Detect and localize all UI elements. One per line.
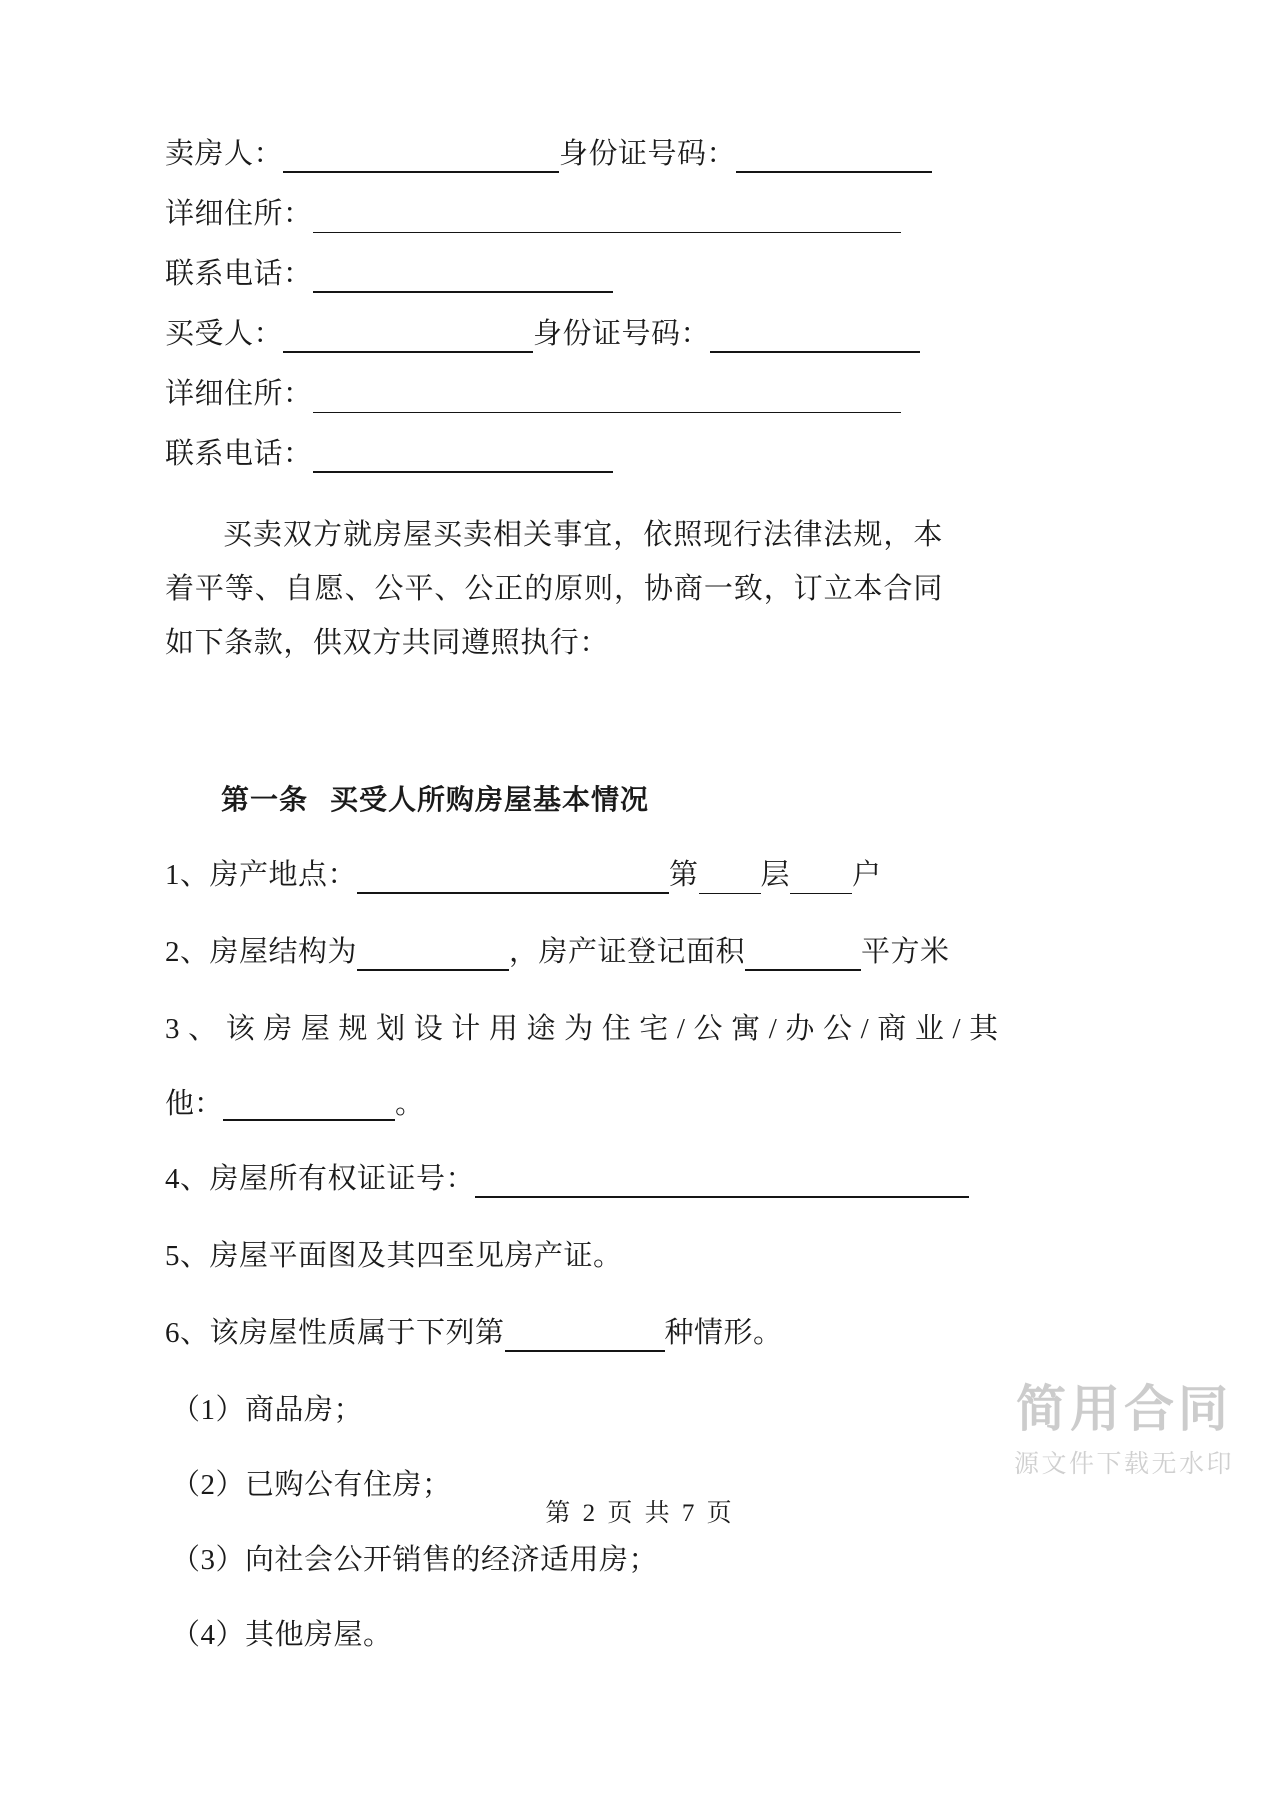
clause-1-unit-blank[interactable] xyxy=(790,863,852,894)
clause-1-address-blank[interactable] xyxy=(357,862,669,894)
seller-id-blank[interactable] xyxy=(736,141,932,173)
seller-id-label: 身份证号码： xyxy=(559,138,737,170)
seller-name-blank[interactable] xyxy=(283,141,559,173)
clause-1-suffix: 户 xyxy=(852,859,882,891)
clause-2-prefix: 2、房屋结构为 xyxy=(165,936,358,968)
document-content xyxy=(165,118,1115,1653)
subitem-4: （4）其他房屋。 xyxy=(171,1619,393,1651)
clause-6-nature xyxy=(165,1310,1115,1353)
clause-2-structure xyxy=(165,929,1115,972)
buyer-phone-label: 联系电话： xyxy=(165,438,313,470)
clause-1-floor-unit: 层 xyxy=(760,859,791,891)
buyer-name-label: 买受人： xyxy=(165,318,284,350)
preamble-paragraph: 买卖双方就房屋买卖相关事宜，依照现行法律法规，本着平等、自愿、公平、公正的原则，协商一致，订立本合同如下条款，供双方共同遵照执行： xyxy=(165,519,943,659)
clause-1-floor-label: 第 xyxy=(669,859,699,891)
seller-phone-blank[interactable] xyxy=(313,261,613,293)
buyer-id-blank[interactable] xyxy=(710,321,920,353)
seller-phone-row xyxy=(165,238,1115,294)
buyer-address-row xyxy=(165,358,1115,414)
clause-4-certificate xyxy=(165,1156,1115,1199)
clause-5-floorplan xyxy=(165,1233,1115,1276)
clause-2-suffix: 平方米 xyxy=(861,936,950,968)
seller-name-row xyxy=(165,118,1115,174)
seller-address-blank[interactable] xyxy=(313,202,901,233)
clause-4-certificate-blank[interactable] xyxy=(475,1166,969,1198)
section-heading xyxy=(221,778,1115,818)
clause-1-location xyxy=(165,852,1115,895)
clause-3-period: 。 xyxy=(395,1088,425,1120)
clause-6-suffix: 种情形。 xyxy=(664,1317,783,1349)
clause-2-structure-blank[interactable] xyxy=(357,939,509,971)
clause-6-kind-blank[interactable] xyxy=(505,1320,665,1352)
clause-4-prefix: 4、房屋所有权证证号： xyxy=(165,1163,476,1195)
seller-phone-label: 联系电话： xyxy=(165,258,313,290)
watermark-brand: 简用合同 xyxy=(1015,1380,1232,1438)
subitem-3: （3）向社会公开销售的经济适用房； xyxy=(171,1544,659,1576)
clause-3-other-blank[interactable] xyxy=(223,1089,395,1121)
page-footer: 第 2 页 共 7 页 xyxy=(545,1500,735,1527)
clause-3-usage-line2 xyxy=(165,1081,1115,1122)
clause-1-floor-blank[interactable] xyxy=(699,863,761,894)
seller-address-label: 详细住所： xyxy=(165,198,313,230)
buyer-address-label: 详细住所： xyxy=(165,378,313,410)
seller-name-label: 卖房人： xyxy=(165,138,284,170)
watermark-note: 源文件下载无水印 xyxy=(1013,1449,1234,1478)
buyer-name-blank[interactable] xyxy=(283,321,533,353)
subitem-2: （2）已购公有住房； xyxy=(171,1469,452,1501)
subitem-1: （1）商品房； xyxy=(171,1394,364,1426)
buyer-id-label: 身份证号码： xyxy=(533,318,711,350)
clause-1-prefix: 1、房产地点： xyxy=(165,859,358,891)
clause-2-area-blank[interactable] xyxy=(745,939,861,971)
section-title: 买受人所购房屋基本情况 xyxy=(330,783,650,816)
buyer-address-blank[interactable] xyxy=(313,382,901,413)
clause-3-other-label: 他： xyxy=(165,1088,224,1120)
clause-5-text: 5、房屋平面图及其四至见房产证。 xyxy=(165,1240,623,1272)
buyer-phone-blank[interactable] xyxy=(313,441,613,473)
clause-6-prefix: 6、该房屋性质属于下列第 xyxy=(165,1317,505,1349)
seller-address-row xyxy=(165,178,1115,234)
section-number: 第一条 xyxy=(221,783,309,816)
clause-2-mid: ，房产证登记面积 xyxy=(509,936,746,968)
buyer-name-row xyxy=(165,298,1115,354)
clause-3-usage-line1: 3、该房屋规划设计用途为住宅/公寓/办公/商业/其 xyxy=(165,1013,1007,1045)
buyer-phone-row xyxy=(165,418,1115,474)
